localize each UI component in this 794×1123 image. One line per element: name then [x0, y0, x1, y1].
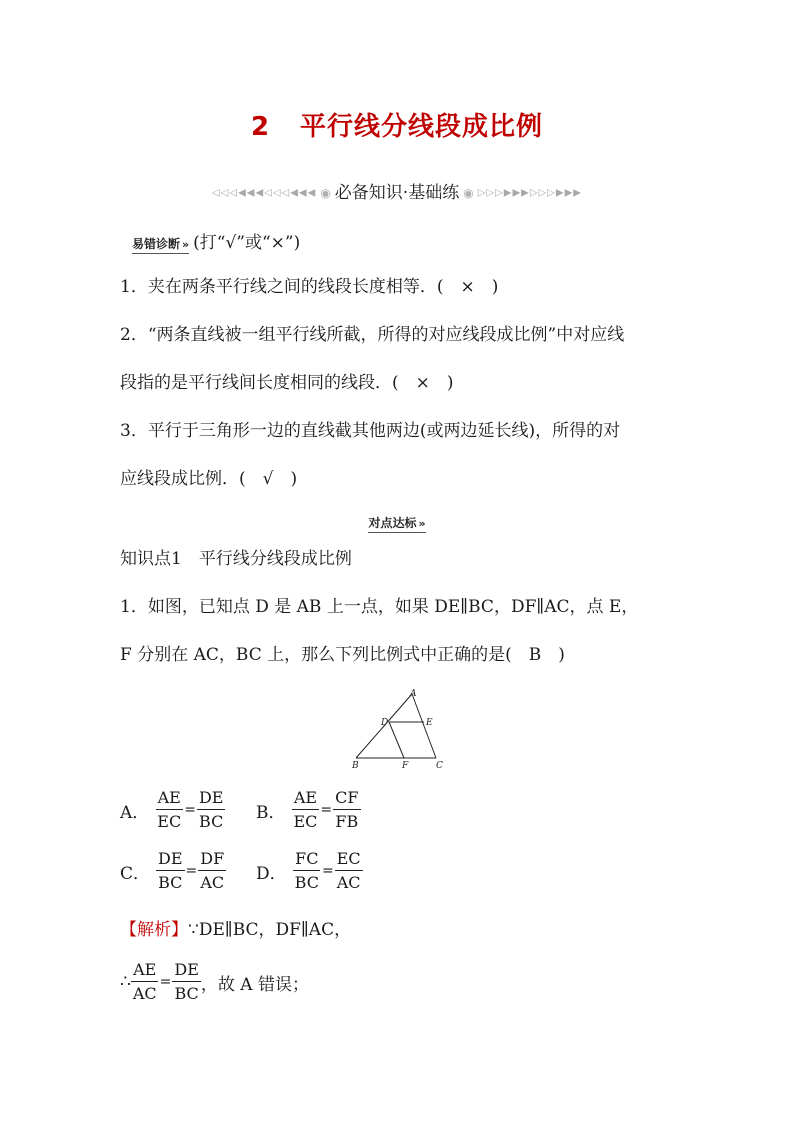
fraction [131, 960, 159, 1004]
fraction [293, 849, 321, 893]
point-label-f: F [402, 761, 409, 771]
diagnosis-instruction: (打“√”或“×”) [193, 233, 301, 253]
denominator: EC [293, 812, 318, 831]
option-label: A． [120, 802, 150, 823]
equals-sign: = [184, 802, 196, 818]
equals-sign: = [185, 863, 198, 879]
denominator: FB [335, 812, 359, 831]
diagnosis-tag [132, 235, 189, 254]
fraction [197, 788, 226, 832]
segment-df [389, 722, 404, 758]
left-arrow-decoration-icon: ◁◁◁◀◀◀◁◁◁◀◀◀ [212, 187, 317, 199]
point-label-a: A [410, 689, 417, 699]
diagnosis-header [132, 228, 300, 254]
fraction [292, 788, 320, 832]
denominator: BC [158, 873, 183, 892]
denominator: BC [294, 873, 319, 892]
chevron-right-icon: » [182, 238, 190, 251]
circle-dot-icon: ◉ [320, 186, 331, 200]
chevron-right-icon: » [418, 517, 426, 530]
judgement-2-line1: 2．“两条直线被一组平行线所截，所得的对应线段成比例”中对应线 [120, 325, 625, 345]
title-number: 2 [250, 112, 271, 142]
option-label: D． [256, 863, 287, 884]
denominator: AC [132, 984, 157, 1003]
numerator: AE [156, 788, 183, 810]
analysis-tag: 【解析】 [120, 920, 188, 940]
analysis-line2 [120, 960, 309, 1004]
numerator: DE [197, 788, 226, 810]
question-line2: F 分别在 AC，BC 上，那么下列比例式中正确的是( B ) [120, 645, 565, 665]
judgement-3-line2: 应线段成比例．( √ ) [120, 469, 298, 489]
equals-sign: = [320, 802, 333, 818]
diagnosis-tag-label: 易错诊断 [132, 237, 181, 251]
page-title [0, 106, 794, 143]
judgement-2-line2: 段指的是平行线间长度相同的线段．( × ) [120, 373, 454, 393]
right-arrow-decoration-icon: ▷▷▷▶▶▶▷▷▷▶▶▶ [477, 187, 582, 199]
denominator: BC [174, 984, 199, 1003]
fraction [335, 849, 363, 893]
therefore-symbol: ∴ [120, 972, 131, 992]
option-a [120, 788, 225, 832]
judgement-1: 1．夹在两条平行线之间的线段长度相等．( × ) [120, 277, 499, 297]
denominator: BC [199, 812, 224, 831]
denominator: AC [336, 873, 361, 892]
option-label: B． [256, 802, 286, 823]
fraction [156, 849, 185, 893]
option-c [120, 849, 226, 893]
numerator: DF [198, 849, 226, 871]
judgement-3-line1: 3．平行于三角形一边的直线截其他两边(或两边延长线)，所得的对 [120, 421, 621, 441]
option-b [256, 788, 361, 832]
knowledge-point: 知识点1 平行线分线段成比例 [120, 549, 352, 569]
option-label: C． [120, 863, 151, 884]
analysis-conclusion: ，故 A 错误； [200, 974, 309, 995]
fraction [333, 788, 360, 832]
title-text: 平行线分线段成比例 [300, 112, 544, 142]
numerator: FC [293, 849, 320, 871]
fraction [198, 849, 226, 893]
triangle-figure [346, 686, 456, 772]
numerator: CF [333, 788, 360, 810]
numerator: AE [131, 960, 158, 982]
question-line1: 1．如图，已知点 D 是 AB 上一点，如果 DE∥BC，DF∥AC，点 E， [120, 597, 639, 617]
denominator: EC [157, 812, 182, 831]
section-label: 必备知识·基础练 [334, 183, 460, 203]
analysis-text: ∵DE∥BC，DF∥AC， [188, 920, 352, 940]
fraction [155, 788, 183, 832]
point-label-d: D [381, 718, 389, 728]
numerator: DE [172, 960, 201, 982]
numerator: EC [335, 849, 363, 871]
numerator: DE [156, 849, 185, 871]
point-label-c: C [436, 761, 443, 771]
analysis-line1 [120, 919, 351, 941]
fraction [172, 960, 201, 1004]
denominator: AC [200, 873, 225, 892]
point-label-e: E [426, 718, 433, 728]
circle-dot-icon: ◉ [463, 186, 474, 200]
option-d [256, 849, 363, 893]
practice-tag [368, 514, 425, 533]
section-header [0, 178, 794, 203]
practice-header [0, 512, 794, 533]
numerator: AE [292, 788, 319, 810]
practice-tag-label: 对点达标 [368, 516, 417, 530]
point-label-b: B [352, 761, 359, 771]
equals-sign: = [159, 974, 172, 990]
equals-sign: = [321, 863, 334, 879]
